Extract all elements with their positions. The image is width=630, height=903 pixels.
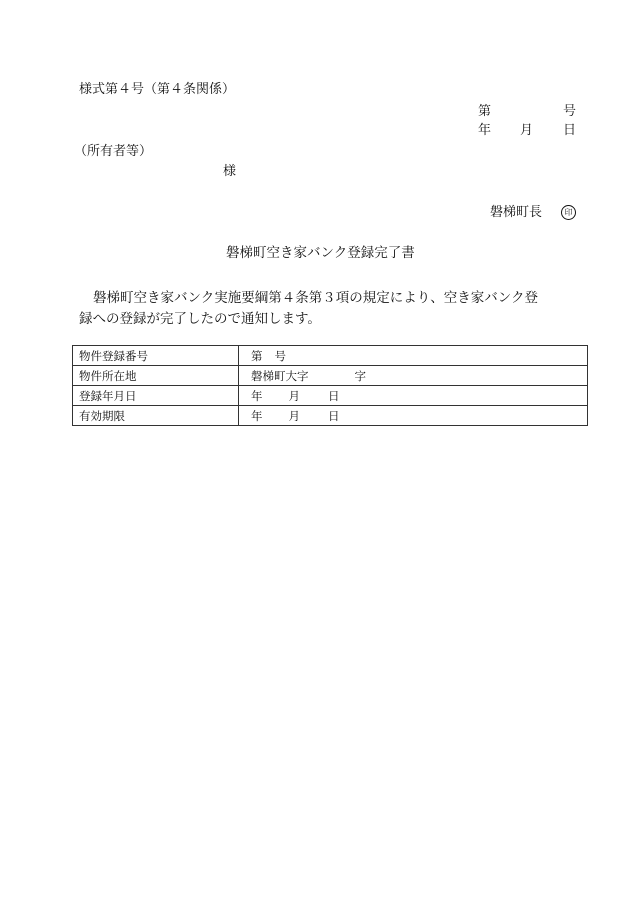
body-line-1: 磐梯町空き家バンク実施要綱第４条第３項の規定により、空き家バンク登 <box>93 290 538 306</box>
row-value <box>239 406 588 426</box>
document-title: 磐梯町空き家バンク登録完了書 <box>226 245 415 261</box>
seal-icon: 印 <box>561 205 576 220</box>
value-part: 月 <box>288 388 300 403</box>
body-line-2: 録への登録が完了したので通知します。 <box>79 311 321 327</box>
value-part: 第 <box>251 348 263 363</box>
value-part: 字 <box>354 368 366 383</box>
table-row <box>73 346 588 366</box>
date-day: 日 <box>563 123 577 138</box>
row-label: 有効期限 <box>73 406 239 426</box>
value-part: 日 <box>328 408 340 423</box>
table-row <box>73 406 588 426</box>
doc-number-prefix: 第 <box>478 104 492 119</box>
value-part: 日 <box>328 388 340 403</box>
row-value <box>239 346 588 366</box>
property-table <box>72 345 588 426</box>
value-part: 磐梯町大字 <box>251 368 309 383</box>
recipient-honorific: 様 <box>223 164 237 179</box>
recipient-label: （所有者等） <box>74 144 153 159</box>
table-row <box>73 386 588 406</box>
table-row <box>73 366 588 386</box>
value-part: 年 <box>251 388 263 403</box>
form-label: 様式第４号（第４条関係） <box>79 82 236 97</box>
date-month: 月 <box>520 123 534 138</box>
doc-number-suffix: 号 <box>563 104 577 119</box>
value-part: 月 <box>288 408 300 423</box>
date-year: 年 <box>478 123 492 138</box>
body-paragraph <box>79 288 579 330</box>
issuer-name: 磐梯町長 <box>490 205 543 220</box>
row-label: 登録年月日 <box>73 386 239 406</box>
row-value <box>239 386 588 406</box>
row-label: 物件登録番号 <box>73 346 239 366</box>
value-part: 年 <box>251 408 263 423</box>
value-part: 号 <box>274 348 286 363</box>
row-label: 物件所在地 <box>73 366 239 386</box>
row-value <box>239 366 588 386</box>
